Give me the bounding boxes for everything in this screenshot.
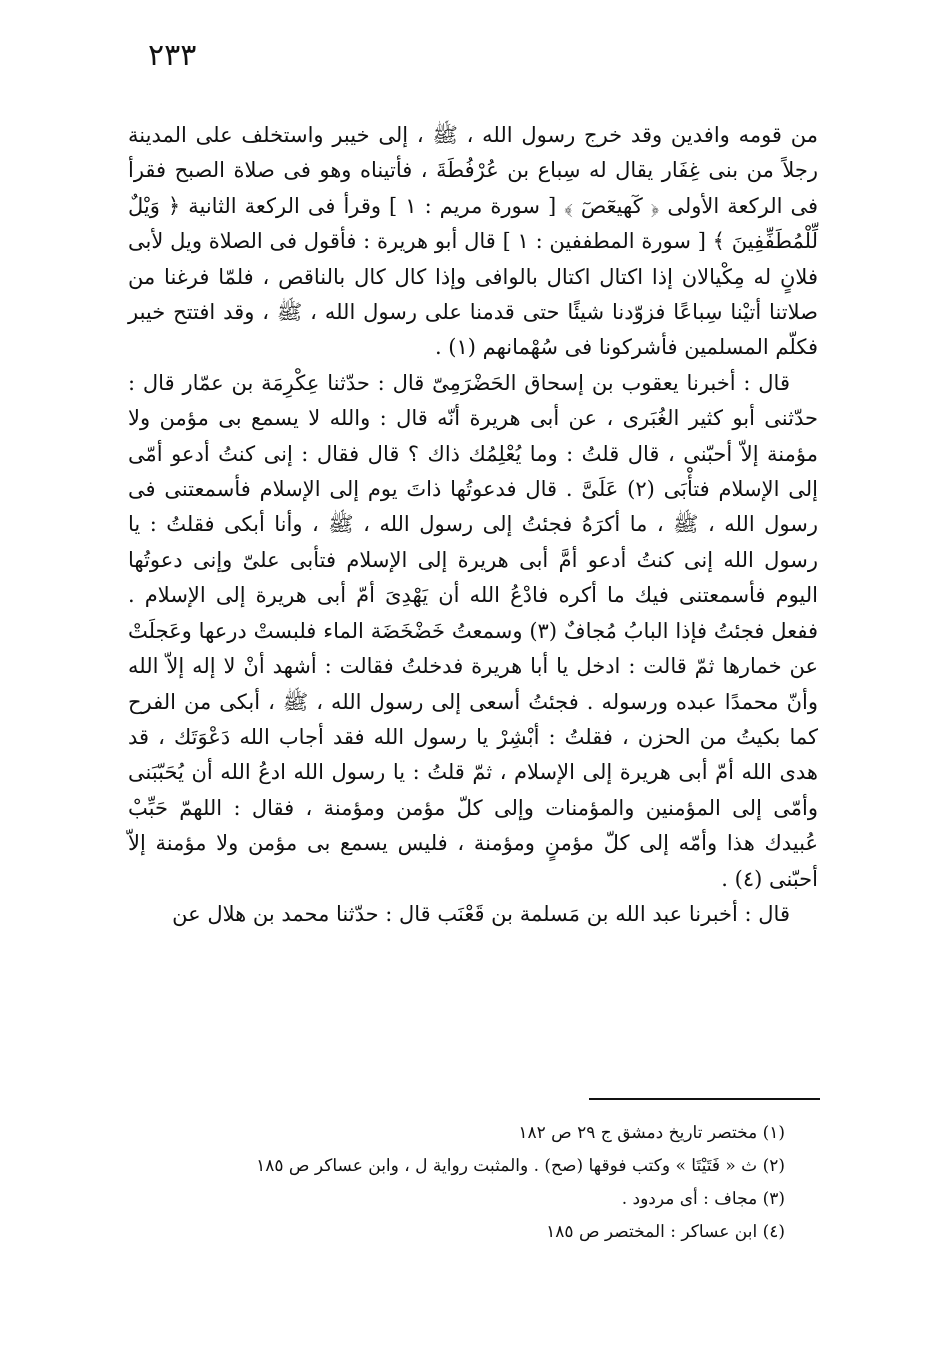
footnote: (٤) ابن عساكر : المختصر ص ١٨٥: [546, 1222, 785, 1242]
page-number: ٢٣٣: [148, 38, 197, 73]
footnote-separator: [589, 1098, 820, 1100]
footnote: (١) مختصر تاريخ دمشق ج ٢٩ ص ١٨٢: [518, 1123, 785, 1143]
paragraph: قال : أخبرنا عبد الله بن مَسلمة بن قَعْنَب قال : حدّثنا محمد بن هلال عن: [172, 901, 790, 926]
main-text: [128, 118, 818, 932]
footnotes: [256, 1117, 785, 1249]
footnote: (٣) مجاف : أى مردود .: [621, 1189, 785, 1209]
footnote: (٢) ث « فَتَيْتَا » وكتب فوقها (صح) . والمثبت رواية ل ، وابن عساكر ص ١٨٥: [256, 1156, 785, 1176]
paragraph: من قومه وافدين وقد خرج رسول الله ، ﷺ ، إلى خيبر واستخلف على المدينة رجلاً من بنى غِفَار يقال له سِباع بن عُرْفُطَةَ ، فأتيناه وهو فى صلاة الصبح فقرأ فى الركعة الأولى ﴿ كٓهيعٓصٓ ﴾ [ سورة مريم : ١ ] وقرأ فى الركعة الثانية ﴿ وَيْلٌ لِّلْمُطَفِّفِينَ ﴾ [ سورة المطففين : ١ ] قال أبو هريرة : فأقول فى الصلاة ويل لأبى فلانٍ له مِكْيالان إذا اكتال اكتال بالوافى وإذا كال كال بالناقص ، فلمّا فرغنا من صلاتنا أتيْنا سِباعًا فزوّدنا شيئًا حتى قدمنا على رسول الله ، ﷺ ، وقد افتتح خيبر فكلّم المسلمين فأشركونا فى سُهْمانهم (١) .: [128, 123, 819, 360]
paragraph: قال : أخبرنا يعقوب بن إسحاق الحَضْرَمِىّ قال : حدّثنا عِكْرِمَة بن عمّار قال : حدّثنى أبو كثير الغُبَرى ، عن أبى هريرة أنّه قال : والله لا يسمع بى مؤمن ولا مؤمنة إلاّ أحبّنى ، قال قلتُ : وما يُعْلِمُك ذاك ؟ قال فقال : إنى كنتُ أدعو أمّى إلى الإسلام فتأْبَى (٢) عَلَىَّ . قال فدعوتُها ذاتَ يوم إلى الإسلام فأسمعتنى فى رسول الله ، ﷺ ، ما أكرَهُ فجئتُ إلى رسول الله ، ﷺ ، وأنا أبكى فقلتُ : يا رسول الله إنى كنتُ أدعو أمَّ أبى هريرة إلى الإسلام فتأبى علىّ وإنى دعوتُها اليوم فأسمعتنى فيك ما أكره فادْعُ الله أن يَهْدِىَ أمّ أبى هريرة إلى الإسلام . ففعل فجئتُ فإذا البابُ مُجافٌ (٣) وسمعتُ خَضْخَضَة الماء فلبستْ درعها وعَجلَتْ عن خمارها ثمّ قالت : ادخل يا أبا هريرة فدخلتُ فقالت : أشهد أنْ لا إله إلاّ الله وأنّ محمدًا عبده ورسوله . فجئتُ أسعى إلى رسول الله ، ﷺ ، أبكى من الفرح كما بكيتُ من الحزن ، فقلتُ : أبْشِرْ يا رسول الله فقد أجاب الله دَعْوَتَك ، قد هدى الله أمّ أبى هريرة إلى الإسلام ، ثمّ قلتُ : يا رسول الله ادعُ الله أن يُحَبّبَنى وأمّى إلى المؤمنين والمؤمنات وإلى كلّ مؤمن ومؤمنة ، فقال : اللهمّ حَبِّبْ عُبيدك هذا وأمّه إلى كلّ مؤمنٍ ومؤمنة ، فليس يسمع بى مؤمن ولا مؤمنة إلاّ أحبّنى (٤) .: [128, 370, 818, 891]
